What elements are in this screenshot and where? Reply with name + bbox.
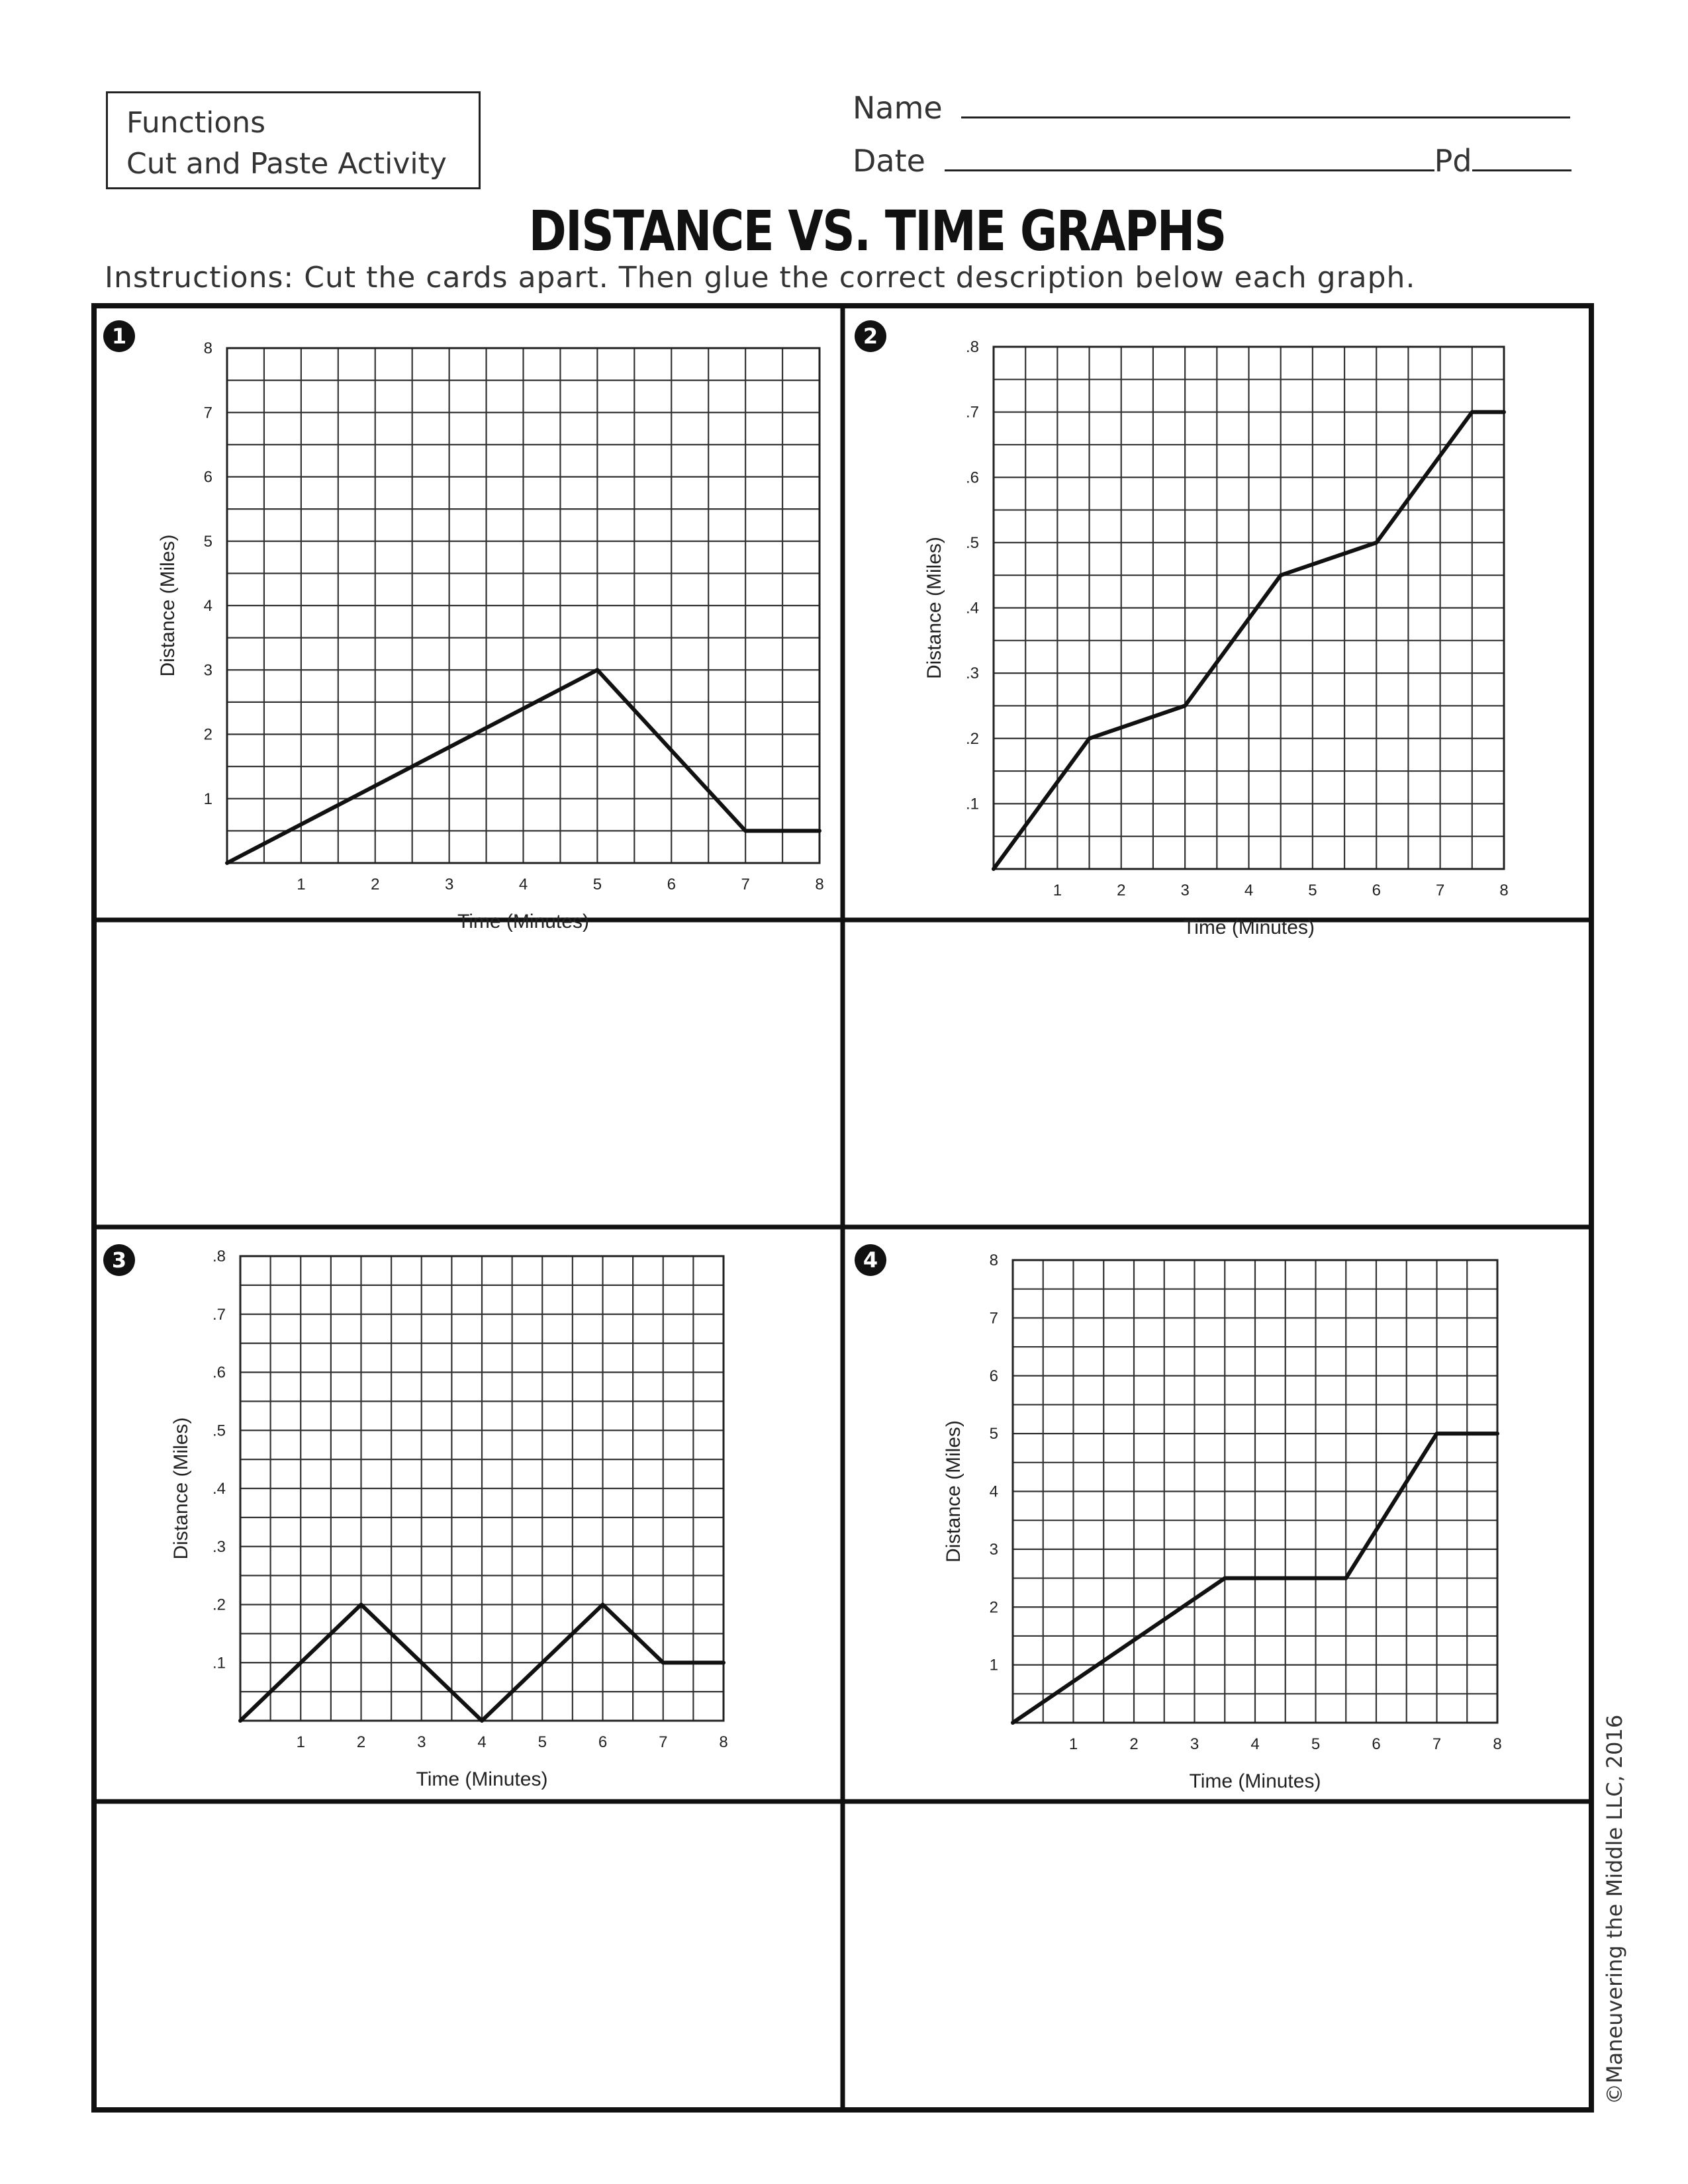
graph-panel-2 — [855, 320, 1509, 938]
date-label: Date — [853, 143, 925, 179]
card-grid — [91, 303, 1594, 2113]
description-slot-2[interactable] — [845, 923, 1589, 1224]
name-field[interactable] — [853, 86, 1570, 126]
badge-number: 1 — [111, 324, 127, 349]
y-tick-label: .6 — [965, 469, 979, 487]
description-slot-1[interactable] — [97, 923, 840, 1224]
y-tick-label: 6 — [989, 1367, 998, 1385]
x-axis-label: Time (Minutes) — [1183, 917, 1315, 938]
x-tick-label: 1 — [1068, 1735, 1078, 1753]
y-tick-label: 4 — [989, 1482, 998, 1501]
y-tick-label: .6 — [212, 1363, 226, 1382]
graph-number-badge — [855, 1244, 886, 1276]
y-tick-label: 2 — [203, 725, 212, 744]
x-axis-label: Time (Minutes) — [1189, 1770, 1321, 1792]
y-tick-label: 8 — [203, 340, 212, 357]
x-tick-label: 8 — [1499, 882, 1509, 899]
graph-number-badge — [855, 320, 886, 352]
x-tick-label: 3 — [417, 1733, 426, 1751]
name-blank[interactable] — [961, 86, 1570, 118]
x-tick-label: 5 — [592, 876, 602, 893]
x-tick-label: 1 — [297, 876, 306, 893]
x-tick-label: 4 — [1244, 882, 1254, 899]
graph-panel-4 — [855, 1244, 1502, 1792]
badge-number: 3 — [111, 1248, 127, 1273]
y-tick-label: .3 — [212, 1537, 226, 1556]
x-axis-label: Time (Minutes) — [457, 911, 589, 933]
y-tick-label: .2 — [212, 1596, 226, 1614]
y-tick-label: .1 — [212, 1654, 226, 1672]
y-tick-label: 7 — [203, 404, 212, 422]
x-tick-label: 7 — [741, 876, 750, 893]
y-tick-label: .5 — [965, 533, 979, 552]
y-tick-label: .7 — [212, 1305, 226, 1324]
y-tick-label: 3 — [203, 661, 212, 680]
y-tick-label: 5 — [989, 1425, 998, 1443]
y-axis-label: Distance (Miles) — [157, 534, 179, 677]
x-tick-label: 7 — [1432, 1735, 1442, 1753]
x-tick-label: 3 — [444, 876, 454, 893]
x-tick-label: 2 — [371, 876, 380, 893]
description-slot-4[interactable] — [845, 1804, 1589, 2110]
y-tick-label: 2 — [989, 1598, 998, 1617]
y-tick-label: .8 — [212, 1248, 226, 1265]
x-tick-label: 4 — [477, 1733, 487, 1751]
plot-gridlines — [1013, 1260, 1497, 1723]
plot-gridlines — [994, 347, 1504, 869]
y-tick-label: .3 — [965, 664, 979, 683]
card-grid-frame — [94, 306, 1591, 2110]
x-tick-label: 6 — [598, 1733, 608, 1751]
description-slot-3[interactable] — [97, 1804, 840, 2110]
y-tick-label: 1 — [989, 1656, 998, 1674]
date-field[interactable] — [853, 139, 1571, 179]
y-tick-label: .1 — [965, 795, 979, 813]
x-tick-label: 2 — [1129, 1735, 1139, 1753]
graph-panel-1 — [103, 320, 824, 933]
y-tick-label: .4 — [965, 599, 979, 617]
activity-topic: Functions — [126, 106, 266, 140]
x-tick-label: 6 — [1372, 882, 1381, 899]
badge-number: 4 — [863, 1248, 878, 1273]
activity-label-box — [106, 91, 481, 189]
y-tick-label: 6 — [203, 468, 212, 486]
y-tick-label: .4 — [212, 1480, 226, 1498]
x-tick-label: 5 — [1308, 882, 1317, 899]
name-label: Name — [853, 90, 943, 126]
x-tick-label: 1 — [1053, 882, 1062, 899]
graph-number-badge — [103, 320, 135, 352]
copyright-notice: ©Maneuvering the Middle LLC, 2016 — [1602, 1714, 1627, 2105]
y-axis-label: Distance (Miles) — [943, 1420, 964, 1563]
x-tick-label: 3 — [1190, 1735, 1199, 1753]
x-tick-label: 6 — [1372, 1735, 1381, 1753]
x-tick-label: 2 — [356, 1733, 366, 1751]
x-tick-label: 8 — [1493, 1735, 1502, 1753]
x-tick-label: 1 — [296, 1733, 305, 1751]
x-tick-label: 7 — [659, 1733, 668, 1751]
x-axis-label: Time (Minutes) — [416, 1768, 548, 1790]
x-tick-label: 5 — [538, 1733, 547, 1751]
x-tick-label: 3 — [1180, 882, 1190, 899]
y-axis-label: Distance (Miles) — [923, 536, 945, 680]
y-axis-label: Distance (Miles) — [170, 1417, 192, 1560]
y-tick-label: .7 — [965, 403, 979, 422]
x-tick-label: 5 — [1311, 1735, 1321, 1753]
x-tick-label: 8 — [815, 876, 824, 893]
x-tick-label: 2 — [1117, 882, 1126, 899]
badge-number: 2 — [863, 324, 878, 349]
y-tick-label: 1 — [203, 790, 212, 808]
y-tick-label: 4 — [203, 597, 212, 615]
date-blank[interactable] — [945, 139, 1434, 171]
y-tick-label: 3 — [989, 1540, 998, 1559]
x-tick-label: 4 — [518, 876, 528, 893]
period-blank[interactable] — [1472, 139, 1571, 171]
y-tick-label: .2 — [965, 729, 979, 748]
y-tick-label: 8 — [989, 1251, 998, 1269]
activity-type: Cut and Paste Activity — [126, 147, 447, 181]
page-title: DISTANCE VS. TIME GRAPHS — [528, 199, 1226, 263]
x-tick-label: 8 — [719, 1733, 728, 1751]
y-tick-label: 7 — [989, 1309, 998, 1328]
period-label: Pd — [1434, 143, 1472, 179]
x-tick-label: 6 — [667, 876, 676, 893]
y-tick-label: .5 — [212, 1422, 226, 1440]
instructions-text: Instructions: Cut the cards apart. Then glue the correct description below each graph. — [105, 261, 1416, 295]
x-tick-label: 4 — [1250, 1735, 1260, 1753]
graph-panel-3 — [103, 1244, 728, 1790]
x-tick-label: 7 — [1435, 882, 1445, 899]
graph-number-badge — [103, 1244, 135, 1276]
y-tick-label: .8 — [965, 338, 979, 356]
plot-gridlines — [227, 348, 820, 863]
y-tick-label: 5 — [203, 532, 212, 551]
